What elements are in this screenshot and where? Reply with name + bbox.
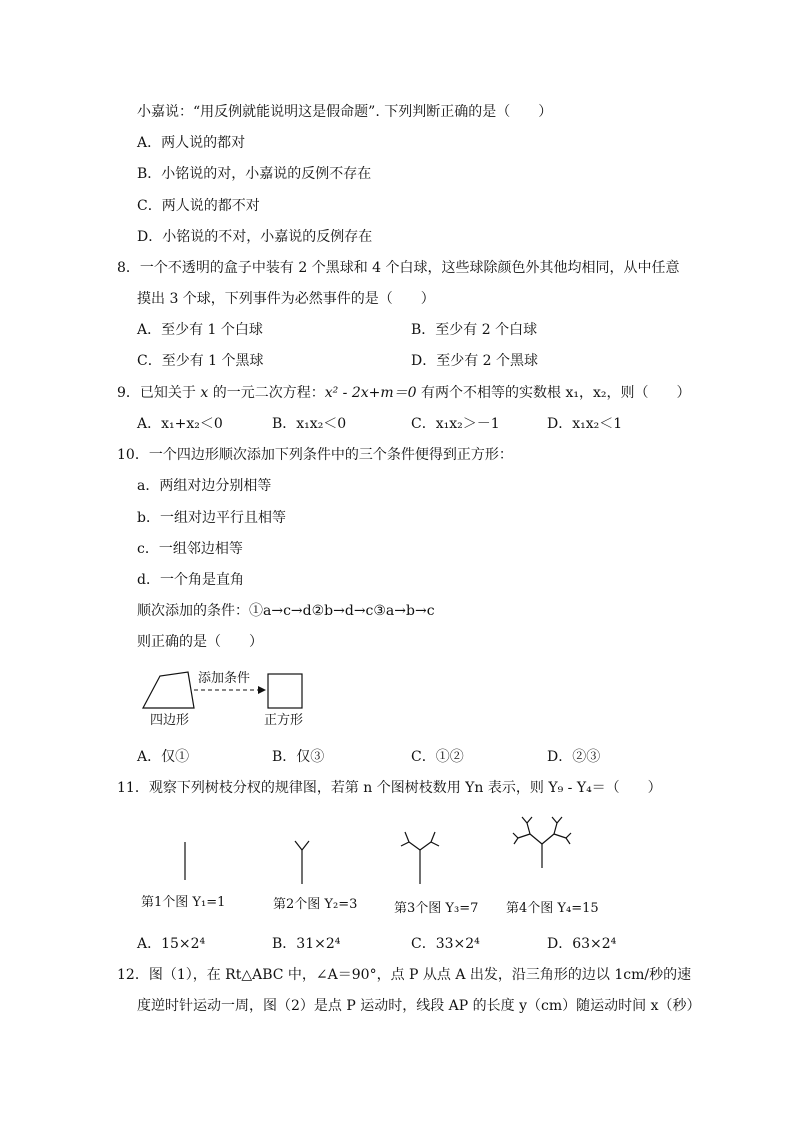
q10-cond-d: d．一个角是直角 <box>137 572 244 588</box>
q11-option-c: C．33×2⁴ <box>411 936 480 952</box>
tree-figure-4 <box>510 814 574 870</box>
q8-line1: 8．一个不透明的盒子中装有 2 个黑球和 4 个白球，这些球除颜色外其他均相同，从中任意 <box>117 260 680 276</box>
q11-caption-2: 第2个图 Y₂=3 <box>273 897 358 912</box>
q8-option-b: B．至少有 2 个白球 <box>411 322 538 338</box>
q9-equation: x² - 2x+m＝0 <box>324 385 417 401</box>
q11-option-a: A．15×2⁴ <box>137 936 206 952</box>
q11-caption-3: 第3个图 Y₃=7 <box>394 901 479 916</box>
q9-mid: 的一元二次方程： <box>208 385 325 401</box>
tree-figure-3 <box>398 826 442 886</box>
q10-right-label: 正方形 <box>264 713 304 728</box>
q11-line1: 11．观察下列树枝分杈的规律图，若第 n 个图树枝数用 Yn 表示，则 Y₉ - Y₄＝（ ） <box>117 780 662 796</box>
q11-option-b: B．31×2⁴ <box>272 936 341 952</box>
q10-arrow-label: 添加条件 <box>198 671 251 686</box>
q10-option-b: B．仅③ <box>272 749 325 765</box>
q12-line1: 12．图（1），在 Rt△ABC 中，∠A＝90°，点 P 从点 A 出发，沿三角形的边以 1cm/秒的速 <box>117 967 692 983</box>
q11-caption-4: 第4个图 Y₄=15 <box>506 901 599 916</box>
q8-line2: 摸出 3 个球，下列事件为必然事件的是（ ） <box>137 291 435 307</box>
q9-stem <box>117 383 691 403</box>
tree-figure-1 <box>170 838 200 884</box>
q8-option-a: A．至少有 1 个白球 <box>137 322 263 338</box>
q10-line1: 10．一个四边形顺次添加下列条件中的三个条件便得到正方形： <box>117 447 513 463</box>
q9-option-b: B．x₁x₂＜0 <box>272 416 347 432</box>
q10-cond-a: a．两组对边分别相等 <box>137 478 272 494</box>
arrow-head-icon <box>258 686 266 694</box>
q7-option-d: D．小铭说的不对，小嘉说的反例存在 <box>137 229 373 245</box>
q7-option-c: C．两人说的都不对 <box>137 198 260 214</box>
q10-cond-b: b．一组对边平行且相等 <box>137 510 286 526</box>
q10-left-label: 四边形 <box>150 713 190 728</box>
q12-line2: 度逆时针运动一周，图（2）是点 P 运动时，线段 AP 的长度 y（cm）随运动时间 x（秒） <box>137 998 701 1014</box>
q10-order: 顺次添加的条件：①a→c→d②b→d→c③a→b→c <box>137 603 435 619</box>
square-shape <box>268 674 302 708</box>
q11-caption-1: 第1个图 Y₁=1 <box>141 895 226 910</box>
quadrilateral-shape <box>143 672 194 708</box>
q7-option-a: A．两人说的都对 <box>137 135 246 151</box>
q11-option-d: D．63×2⁴ <box>547 936 617 952</box>
q10-option-c: C．①② <box>411 749 464 765</box>
q10-option-a: A．仅① <box>137 749 190 765</box>
q7-tail: 小嘉说：“用反例就能说明这是假命题”. 下列判断正确的是（ ） <box>137 104 553 120</box>
q9-prefix: 9．已知关于 <box>117 385 201 401</box>
q7-option-b: B．小铭说的对，小嘉说的反例不存在 <box>137 166 372 182</box>
tree-figure-2 <box>287 836 317 886</box>
q8-option-c: C．至少有 1 个黑球 <box>137 353 264 369</box>
q10-cond-c: c．一组邻边相等 <box>137 541 243 557</box>
q8-option-d: D．至少有 2 个黑球 <box>411 353 539 369</box>
q9-option-d: D．x₁x₂＜1 <box>547 416 623 432</box>
q9-option-c: C．x₁x₂＞－1 <box>411 416 500 432</box>
q9-variable: x <box>200 385 209 401</box>
q10-then: 则正确的是（ ） <box>137 634 263 650</box>
q9-option-a: A．x₁+x₂＜0 <box>137 416 223 432</box>
q9-suffix: 有两个不相等的实数根 x₁，x₂，则（ ） <box>416 385 691 401</box>
q10-option-d: D．②③ <box>547 749 601 765</box>
